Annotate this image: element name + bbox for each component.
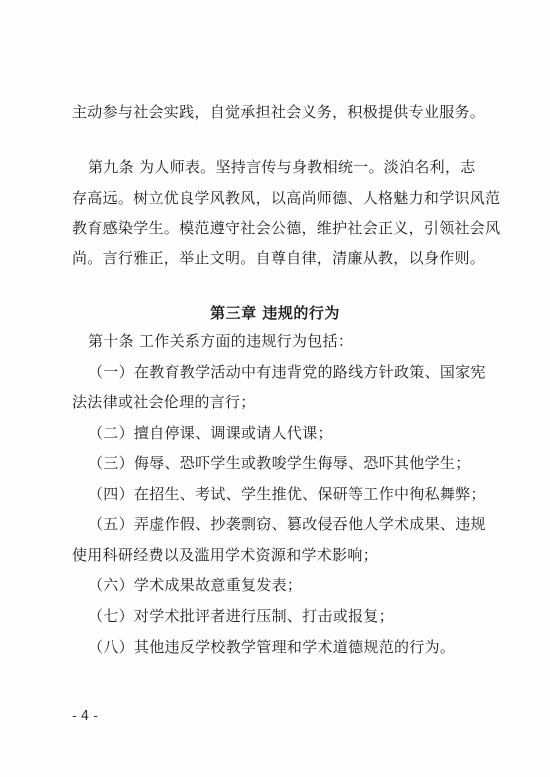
page-number: - 4 - <box>72 709 98 724</box>
list-item: （一）在教育教学活动中有违背党的路线方针政策、国家宪 <box>88 363 486 381</box>
chapter-title: 第三章 违规的行为 <box>210 304 340 322</box>
paragraph-line: 尚。言行雅正，举止文明。自尊自律，清廉从教，以身作则。 <box>72 249 486 267</box>
list-item: （四）在招生、考试、学生推优、保研等工作中徇私舞弊； <box>88 485 486 503</box>
paragraph-line: 主动参与社会实践，自觉承担社会义务，积极提供专业服务。 <box>72 103 486 121</box>
article-nine-heading-line: 第九条 为人师表。坚持言传与身教相统一。淡泊名利，志 <box>88 158 476 176</box>
paragraph-line: 存高远。树立优良学风教风，以高尚师德、人格魅力和学识风范 <box>72 189 501 207</box>
list-item: （二）擅自停课、调课或请人代课； <box>88 424 333 442</box>
list-item: （八）其他违反学校教学管理和学术道德规范的行为。 <box>88 638 456 656</box>
list-item-continuation: 使用科研经费以及滥用学术资源和学术影响； <box>72 546 379 564</box>
list-item: （六）学术成果故意重复发表； <box>88 576 303 594</box>
list-item: （七）对学术批评者进行压制、打击或报复； <box>88 607 395 625</box>
list-item: （五）弄虚作假、抄袭剽窃、篡改侵吞他人学术成果、违规 <box>88 515 486 533</box>
list-item-continuation: 法法律或社会伦理的言行； <box>72 393 256 411</box>
article-ten-heading: 第十条 工作关系方面的违规行为包括： <box>88 332 354 350</box>
paragraph-line: 教育感染学生。模范遵守社会公德，维护社会正义，引领社会风 <box>72 219 501 237</box>
list-item: （三）侮辱、恐吓学生或教唆学生侮辱、恐吓其他学生； <box>88 454 471 472</box>
